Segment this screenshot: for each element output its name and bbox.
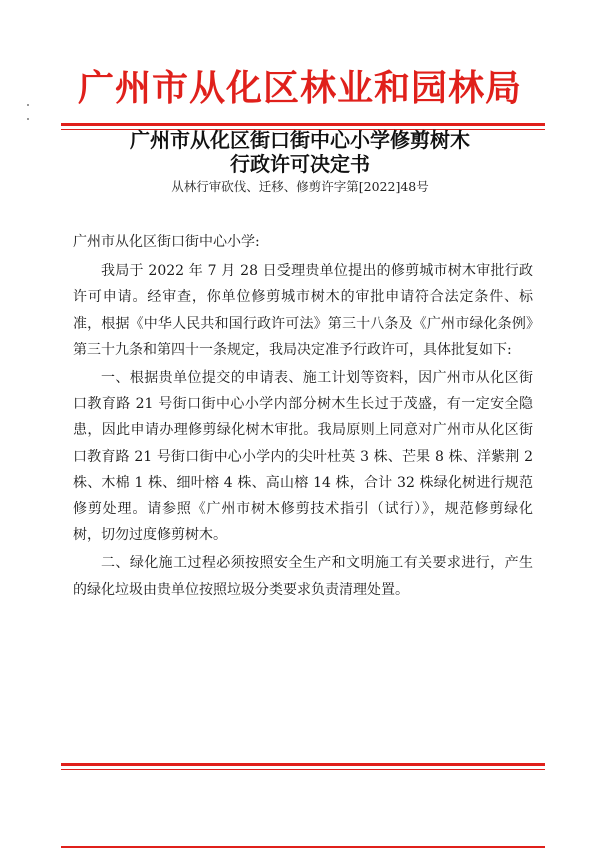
margin-mark — [27, 118, 29, 120]
page-bottom-line — [61, 846, 545, 848]
document-body — [73, 229, 533, 603]
footer-divider-thin — [61, 769, 545, 770]
document-title-line1: 广州市从化区街口街中心小学修剪树木 — [130, 128, 470, 152]
footer-divider-thick — [61, 763, 545, 766]
paragraph-item-1: 一、根据贵单位提交的申请表、施工计划等资料，因广州市从化区街口教育路 21 号街口街中心小学内部分树木生长过于茂盛，有一定安全隐患，因此申请办理修剪绿化树木审批。我局原则上同意对广州市从化区街口教育路 21 号街口街中心小学内的尖叶杜英 3 株、芒果 8 株、洋紫荆 2 株、木棉 1 株、细叶榕 4 株、高山榕 14 株，合计 32 株绿化树进行规范修剪处理。请参照《广州市树木修剪技术指引（试行）》，规范修剪绿化树，切勿过度修剪树木。 — [73, 370, 533, 544]
paragraph-item-2: 二、绿化施工过程必须按照安全生产和文明施工有关要求进行，产生的绿化垃圾由贵单位按照垃圾分类要求负责清理处置。 — [73, 555, 533, 598]
document-number: 从林行审砍伐、迁移、修剪许字第[2022]48号 — [171, 179, 429, 194]
issuing-authority-header: 广州市从化区林业和园林局 — [77, 67, 522, 109]
document-title-line2: 行政许可决定书 — [230, 152, 370, 176]
salutation: 广州市从化区街口街中心小学: — [73, 234, 260, 250]
header-divider-thick — [61, 123, 545, 126]
paragraph-intro: 我局于 2022 年 7 月 28 日受理贵单位提出的修剪城市树木审批行政许可申请。经审查，你单位修剪城市树木的审批申请符合法定条件、标准，根据《中华人民共和国行政许可法》第三十八条及《广州市绿化条例》第三十九条和第四十一条规定，我局决定准予行政许可，具体批复如下: — [73, 263, 533, 358]
